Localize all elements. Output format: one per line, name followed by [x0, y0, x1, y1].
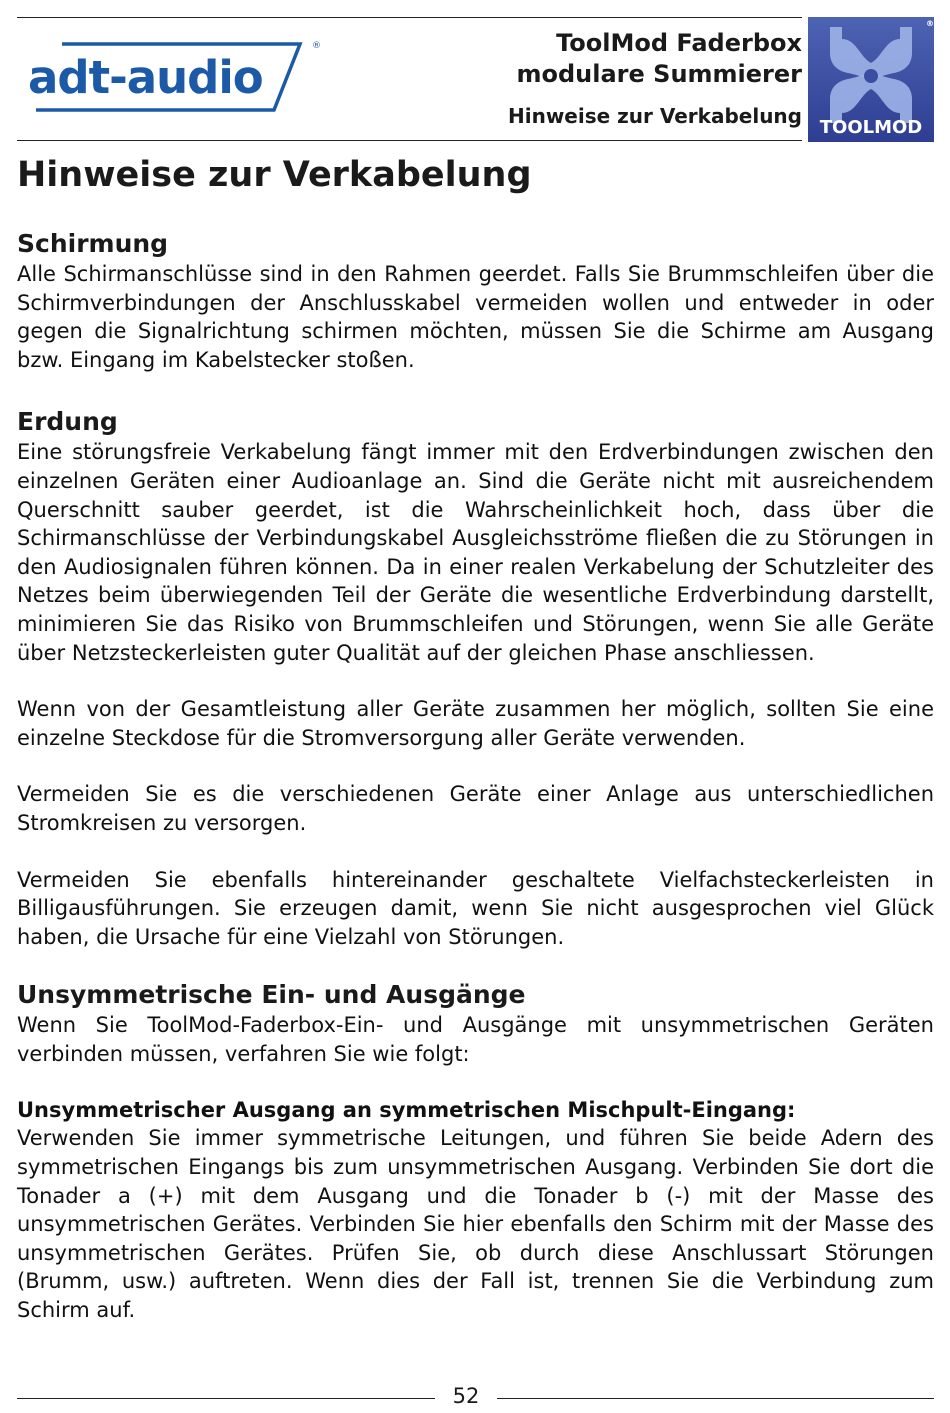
paragraph-erdung-2: Wenn von der Gesamtleistung aller Geräte zusammen her möglich, sollten Sie eine einzelne Steckdose für die Stromversorgung aller Geräte verwenden.: [17, 697, 934, 750]
paragraph-erdung-4: Vermeiden Sie ebenfalls hintereinander geschaltete Vielfachsteckerleisten in Billigausführungen. Sie erzeugen damit, wenn Sie nicht ausgesprochen viel Glück haben, die Ursache für eine Vielzahl von Störungen.: [17, 867, 934, 949]
header-section-name: Hinweise zur Verkabelung: [507, 104, 802, 128]
logo-graphic: [24, 38, 324, 116]
adt-audio-logo: [24, 38, 324, 116]
footer-rule-right: [497, 1398, 934, 1399]
paragraph-erdung-1: Eine störungsfreie Verkabelung fängt immer mit den Erdverbindungen zwischen den einzelnen Geräten einer Audioanlage an. Sind die Geräte nicht mit ausreichendem Querschnitt sauber geerdet, ist die Wahrscheinlichkeit hoch, dass über die Schirmanschlüsse der Verbindungskabel Ausgleichsströme fließen die zu Störungen in den Audiosignalen führen können. Da in einer realen Verkabelung der Schutzleiter des Netzes beim überwiegenden Teil der Geräte die wesentliche Erdverbindung darstellt, minimieren Sie das Risiko von Brummschleifen und Störungen, wenn Sie alle Geräte über Netzsteckerleisten guter Qualität auf der gleichen Phase anschliessen.: [17, 440, 934, 665]
footer-rule-left: [17, 1398, 435, 1399]
paragraph-schirmung: Alle Schirmanschlüsse sind in den Rahmen geerdet. Falls Sie Brummschleifen über die Schirmverbindungen der Anschlusskabel vermeiden wollen und entweder in oder gegen die Signalrichtung schirmen möchten, müssen Sie die Schirme am Ausgang bzw. Eingang im Kabelstecker stoßen.: [17, 262, 934, 372]
header-top-rule: [17, 17, 802, 18]
section-title-schirmung: Schirmung: [17, 229, 169, 258]
paragraph-unsymmetrisch-intro: Wenn Sie ToolMod-Faderbox-Ein- und Ausgänge mit unsymmetrischen Geräten verbinden müssen, verfahren Sie wie folgt:: [17, 1013, 934, 1066]
logo-registered-mark: ®: [312, 41, 321, 51]
emblem-center-dot: [864, 69, 878, 83]
header-bottom-rule: [17, 140, 802, 141]
paragraph-erdung-3: Vermeiden Sie es die verschiedenen Geräte einer Anlage aus unterschiedlichen Stromkreisen zu versorgen.: [17, 782, 934, 835]
badge-registered-mark: ®: [926, 19, 934, 28]
toolmod-badge: [808, 17, 934, 142]
header-product-name: ToolMod Faderbox: [556, 29, 802, 57]
header-product-type: modulare Summierer: [516, 60, 802, 88]
logo-wordmark: adt-audio: [28, 51, 263, 104]
section-title-erdung: Erdung: [17, 407, 118, 437]
paragraph-unsymmetrischer-ausgang: Verwenden Sie immer symmetrische Leitungen, und führen Sie beide Adern des symmetrischen Eingangs bis zum unsymmetrischen Ausgang. Verbinden Sie dort die Tonader a (+) mit dem Ausgang und die Tonader b (-) mit der Masse des unsymmetrischen Gerätes. Verbinden Sie hier ebenfalls den Schirm mit der Masse des unsymmetrischen Gerätes. Prüfen Sie, ob durch diese Anschlussart Störungen (Brumm, usw.) auftreten. Wenn dies der Fall ist, trennen Sie die Verbindung zum Schirm auf.: [17, 1126, 934, 1323]
section-title-unsymmetrisch: Unsymmetrische Ein- und Ausgänge: [17, 980, 526, 1010]
page-title: Hinweise zur Verkabelung: [17, 155, 532, 195]
document-header: [517, 28, 803, 90]
page-number: 52: [452, 1384, 480, 1408]
page-content: [17, 150, 934, 1325]
subsection-title-unsymmetrischer-ausgang: Unsymmetrischer Ausgang an symmetrischen Mischpult-Eingang:: [17, 1098, 796, 1123]
toolmod-emblem: [808, 17, 934, 142]
badge-label: TOOLMOD: [819, 117, 923, 138]
